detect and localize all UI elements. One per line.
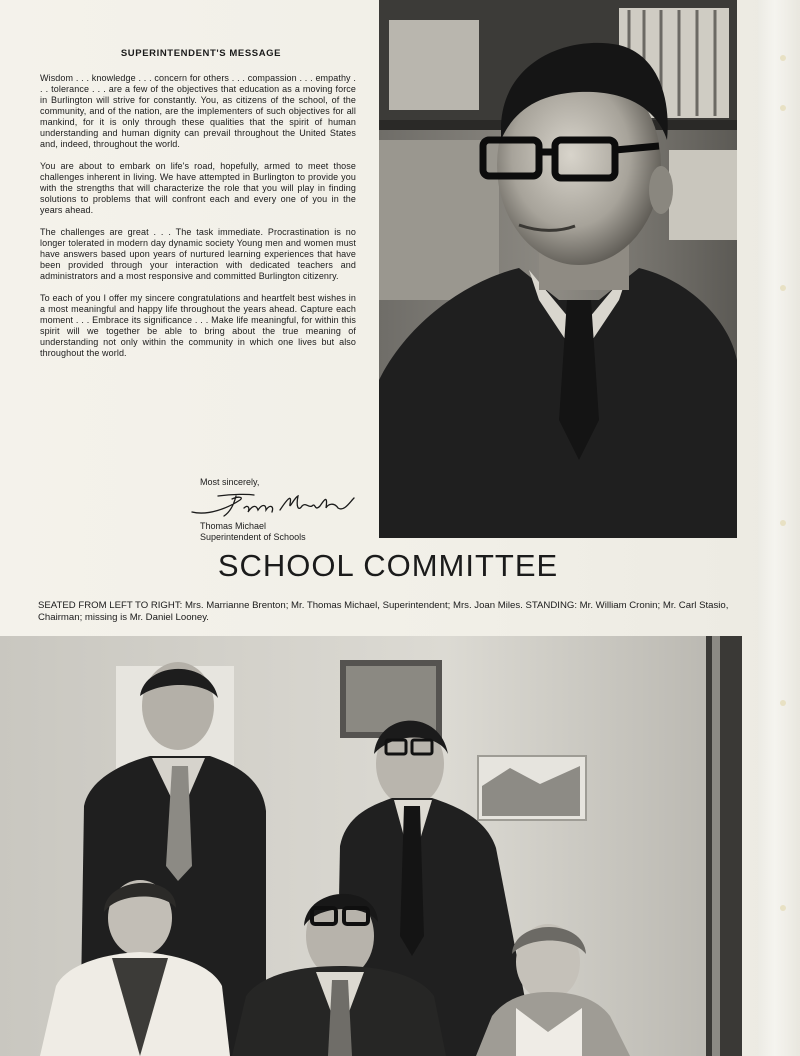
binding-mark: [780, 285, 786, 291]
binding-mark: [780, 520, 786, 526]
signer-title: Superintendent of Schools: [200, 532, 306, 542]
handwritten-signature: [188, 490, 358, 520]
binding-mark: [780, 905, 786, 911]
message-heading: SUPERINTENDENT'S MESSAGE: [120, 48, 282, 59]
binding-mark: [780, 55, 786, 61]
message-paragraph: Wisdom . . . knowledge . . . concern for others . . . compassion . . . empathy . . . tolerance . . . are a few of the objectives that education as a moving force in Burlington will strive for constantly. You, as citizens of the school, of the community, and of the nation, are the implementers of such objectives for all mankind, for it is only through these qualities that the spirit of human understanding and human dignity can prevail throughout the United States and, indeed, throughout the world.: [40, 73, 356, 149]
signoff-block: [200, 477, 360, 544]
binding-mark: [780, 700, 786, 706]
group-photo-illustration: [0, 636, 742, 1056]
superintendent-portrait-photo: [379, 0, 737, 538]
closing-text: Most sincerely,: [200, 477, 260, 487]
superintendent-message: [40, 48, 356, 370]
school-committee-group-photo: [0, 636, 742, 1056]
binding-edge: [758, 0, 800, 1056]
committee-caption: SEATED FROM LEFT TO RIGHT: Mrs. Marrianne Brenton; Mr. Thomas Michael, Superintendent; Mrs. Joan Miles. STANDING: Mr. William Cronin; Mr. Carl Stasio, Chairman; missing is Mr. Daniel Looney.: [38, 600, 729, 623]
committee-title: SCHOOL COMMITTEE: [217, 548, 559, 583]
portrait-illustration: [379, 0, 737, 538]
message-paragraph: You are about to embark on life's road, hopefully, armed to meet those challenges inherent in living. We have attempted in Burlington to provide you with the strengths that will characterize the role that you will play in finding solutions to problems that will confront each and every one of you in the years ahead.: [40, 161, 356, 215]
binding-mark: [780, 105, 786, 111]
message-paragraph: To each of you I offer my sincere congratulations and heartfelt best wishes in a most meaningful and happy life throughout the years ahead. Capture each moment . . . Embrace its significance . . . Make life meaningful, for within this spirit will we together be able to bring about the true meaning of understanding not only within the community in which one lives but also throughout the world.: [40, 293, 356, 358]
signer-name: Thomas Michael: [200, 520, 267, 531]
message-paragraph: The challenges are great . . . The task immediate. Procrastination is no longer tolerated in modern day dynamic society Young men and women must have answers based upon years of nurtured learning experiences that have been provided through your interaction with dedicated teachers and administrators and a most responsive and committed Burlington citizenry.: [40, 227, 356, 281]
